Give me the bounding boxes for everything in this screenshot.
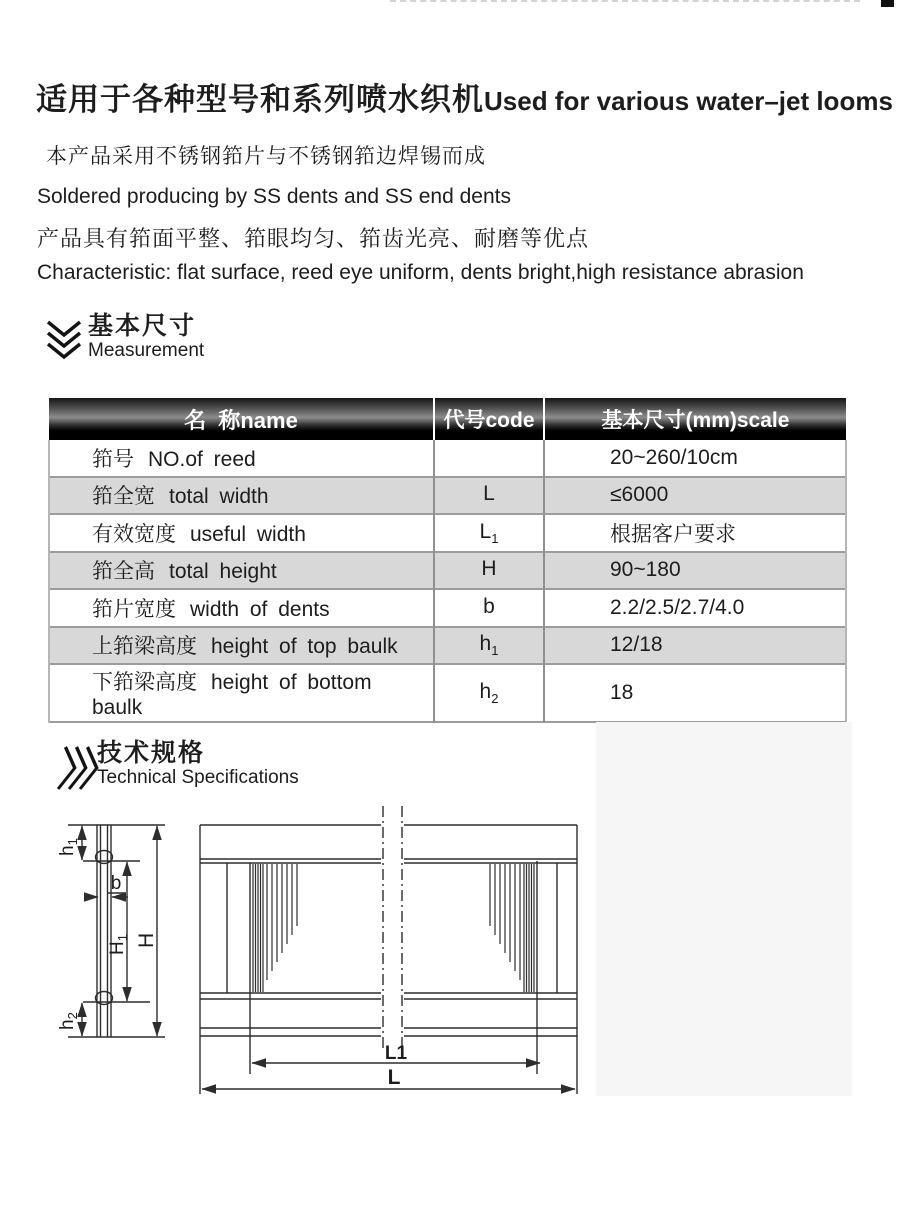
row-value: 12/18: [544, 627, 846, 665]
col-header-code: 代号code: [434, 398, 544, 440]
row-code-sub: 2: [491, 691, 499, 707]
page-title-en: Used for various water–jet looms: [484, 86, 893, 116]
diagram-lines: [68, 806, 577, 1094]
dim-label-h1: $h_1$: [57, 838, 80, 856]
dim-label-h2: $h_2$: [57, 1012, 80, 1030]
col-header-scale: 基本尺寸(mm)scale: [544, 398, 846, 440]
col-header-name: 名 称name: [49, 398, 434, 440]
row-value: 18: [544, 664, 846, 722]
dim-label-H: H: [135, 932, 158, 948]
row-code: h: [479, 679, 492, 703]
section-specs-title-zh: 技术规格: [97, 739, 206, 767]
dim-label-L1: L1: [384, 1043, 408, 1064]
table-row: [49, 627, 846, 665]
row-name-en: height of bottom baulk: [92, 671, 372, 719]
intro-line-1: 本产品采用不锈钢筘片与不锈钢筘边焊锡而成: [46, 145, 486, 168]
section-measurement: [88, 313, 204, 362]
table-row: [49, 552, 846, 590]
row-name-zh: 上筘梁高度: [92, 635, 197, 659]
row-value: 2.2/2.5/2.7/4.0: [544, 589, 846, 627]
page-title-zh: 适用于各种型号和系列喷水织机: [36, 82, 484, 117]
row-name-zh: 有效宽度: [92, 522, 176, 546]
row-code: b: [483, 594, 495, 618]
intro-line-2: Soldered producing by SS dents and SS end dents: [37, 185, 511, 208]
section-measurement-title-en: Measurement: [88, 340, 205, 361]
table-row: [49, 664, 846, 722]
background-gray-panel: [596, 722, 852, 1096]
row-code: H: [481, 557, 497, 581]
row-code: h: [479, 632, 492, 656]
section-measurement-title-zh: 基本尺寸: [88, 312, 197, 340]
table-row: [49, 514, 846, 552]
row-name-en: height of top baulk: [211, 635, 398, 659]
page-title: [36, 74, 893, 119]
table-row: [49, 589, 846, 627]
table-header-row: [49, 398, 846, 440]
row-code-sub: 1: [491, 530, 499, 546]
row-name-en: useful width: [190, 522, 306, 546]
row-code: L: [483, 482, 495, 506]
section-specs: [97, 740, 299, 789]
diagram-labels: [57, 838, 408, 1089]
row-value: ≤6000: [544, 477, 846, 515]
row-name-en: width of dents: [190, 597, 330, 621]
section-specs-title-en: Technical Specifications: [97, 767, 299, 788]
row-code: L: [479, 519, 492, 543]
dim-label-L: L: [387, 1066, 401, 1089]
row-name-en: total width: [169, 485, 269, 509]
row-name-en: NO.of reed: [148, 447, 256, 471]
reed-technical-diagram: [0, 790, 620, 1110]
row-name-zh: 筘全高: [92, 560, 155, 584]
row-name-zh: 下筘梁高度: [92, 671, 197, 694]
top-edge-dashed-line: [390, 0, 860, 2]
dim-label-b: b: [110, 873, 122, 894]
triple-chevron-right-icon: [56, 744, 100, 794]
row-name-zh: 筘号: [92, 447, 134, 471]
row-name-en: total height: [169, 560, 277, 584]
row-code-sub: 1: [491, 643, 499, 659]
row-value: 根据客户要求: [544, 514, 846, 552]
triple-chevron-down-icon: [45, 320, 83, 370]
row-value: 20~260/10cm: [544, 440, 846, 477]
table-row: [49, 477, 846, 515]
intro-line-4: Characteristic: flat surface, reed eye uniform, dents bright,high resistance abrasion: [37, 261, 804, 284]
dim-label-H1: $H_1$: [107, 934, 130, 955]
row-name-zh: 筘片宽度: [92, 597, 176, 621]
intro-line-3: 产品具有筘面平整、筘眼均匀、筘齿光亮、耐磨等优点: [37, 226, 590, 251]
table-row: [49, 440, 846, 477]
measurement-table: [48, 398, 847, 723]
corner-mark: [881, 0, 894, 7]
row-name-zh: 筘全宽: [92, 485, 155, 509]
row-value: 90~180: [544, 552, 846, 590]
